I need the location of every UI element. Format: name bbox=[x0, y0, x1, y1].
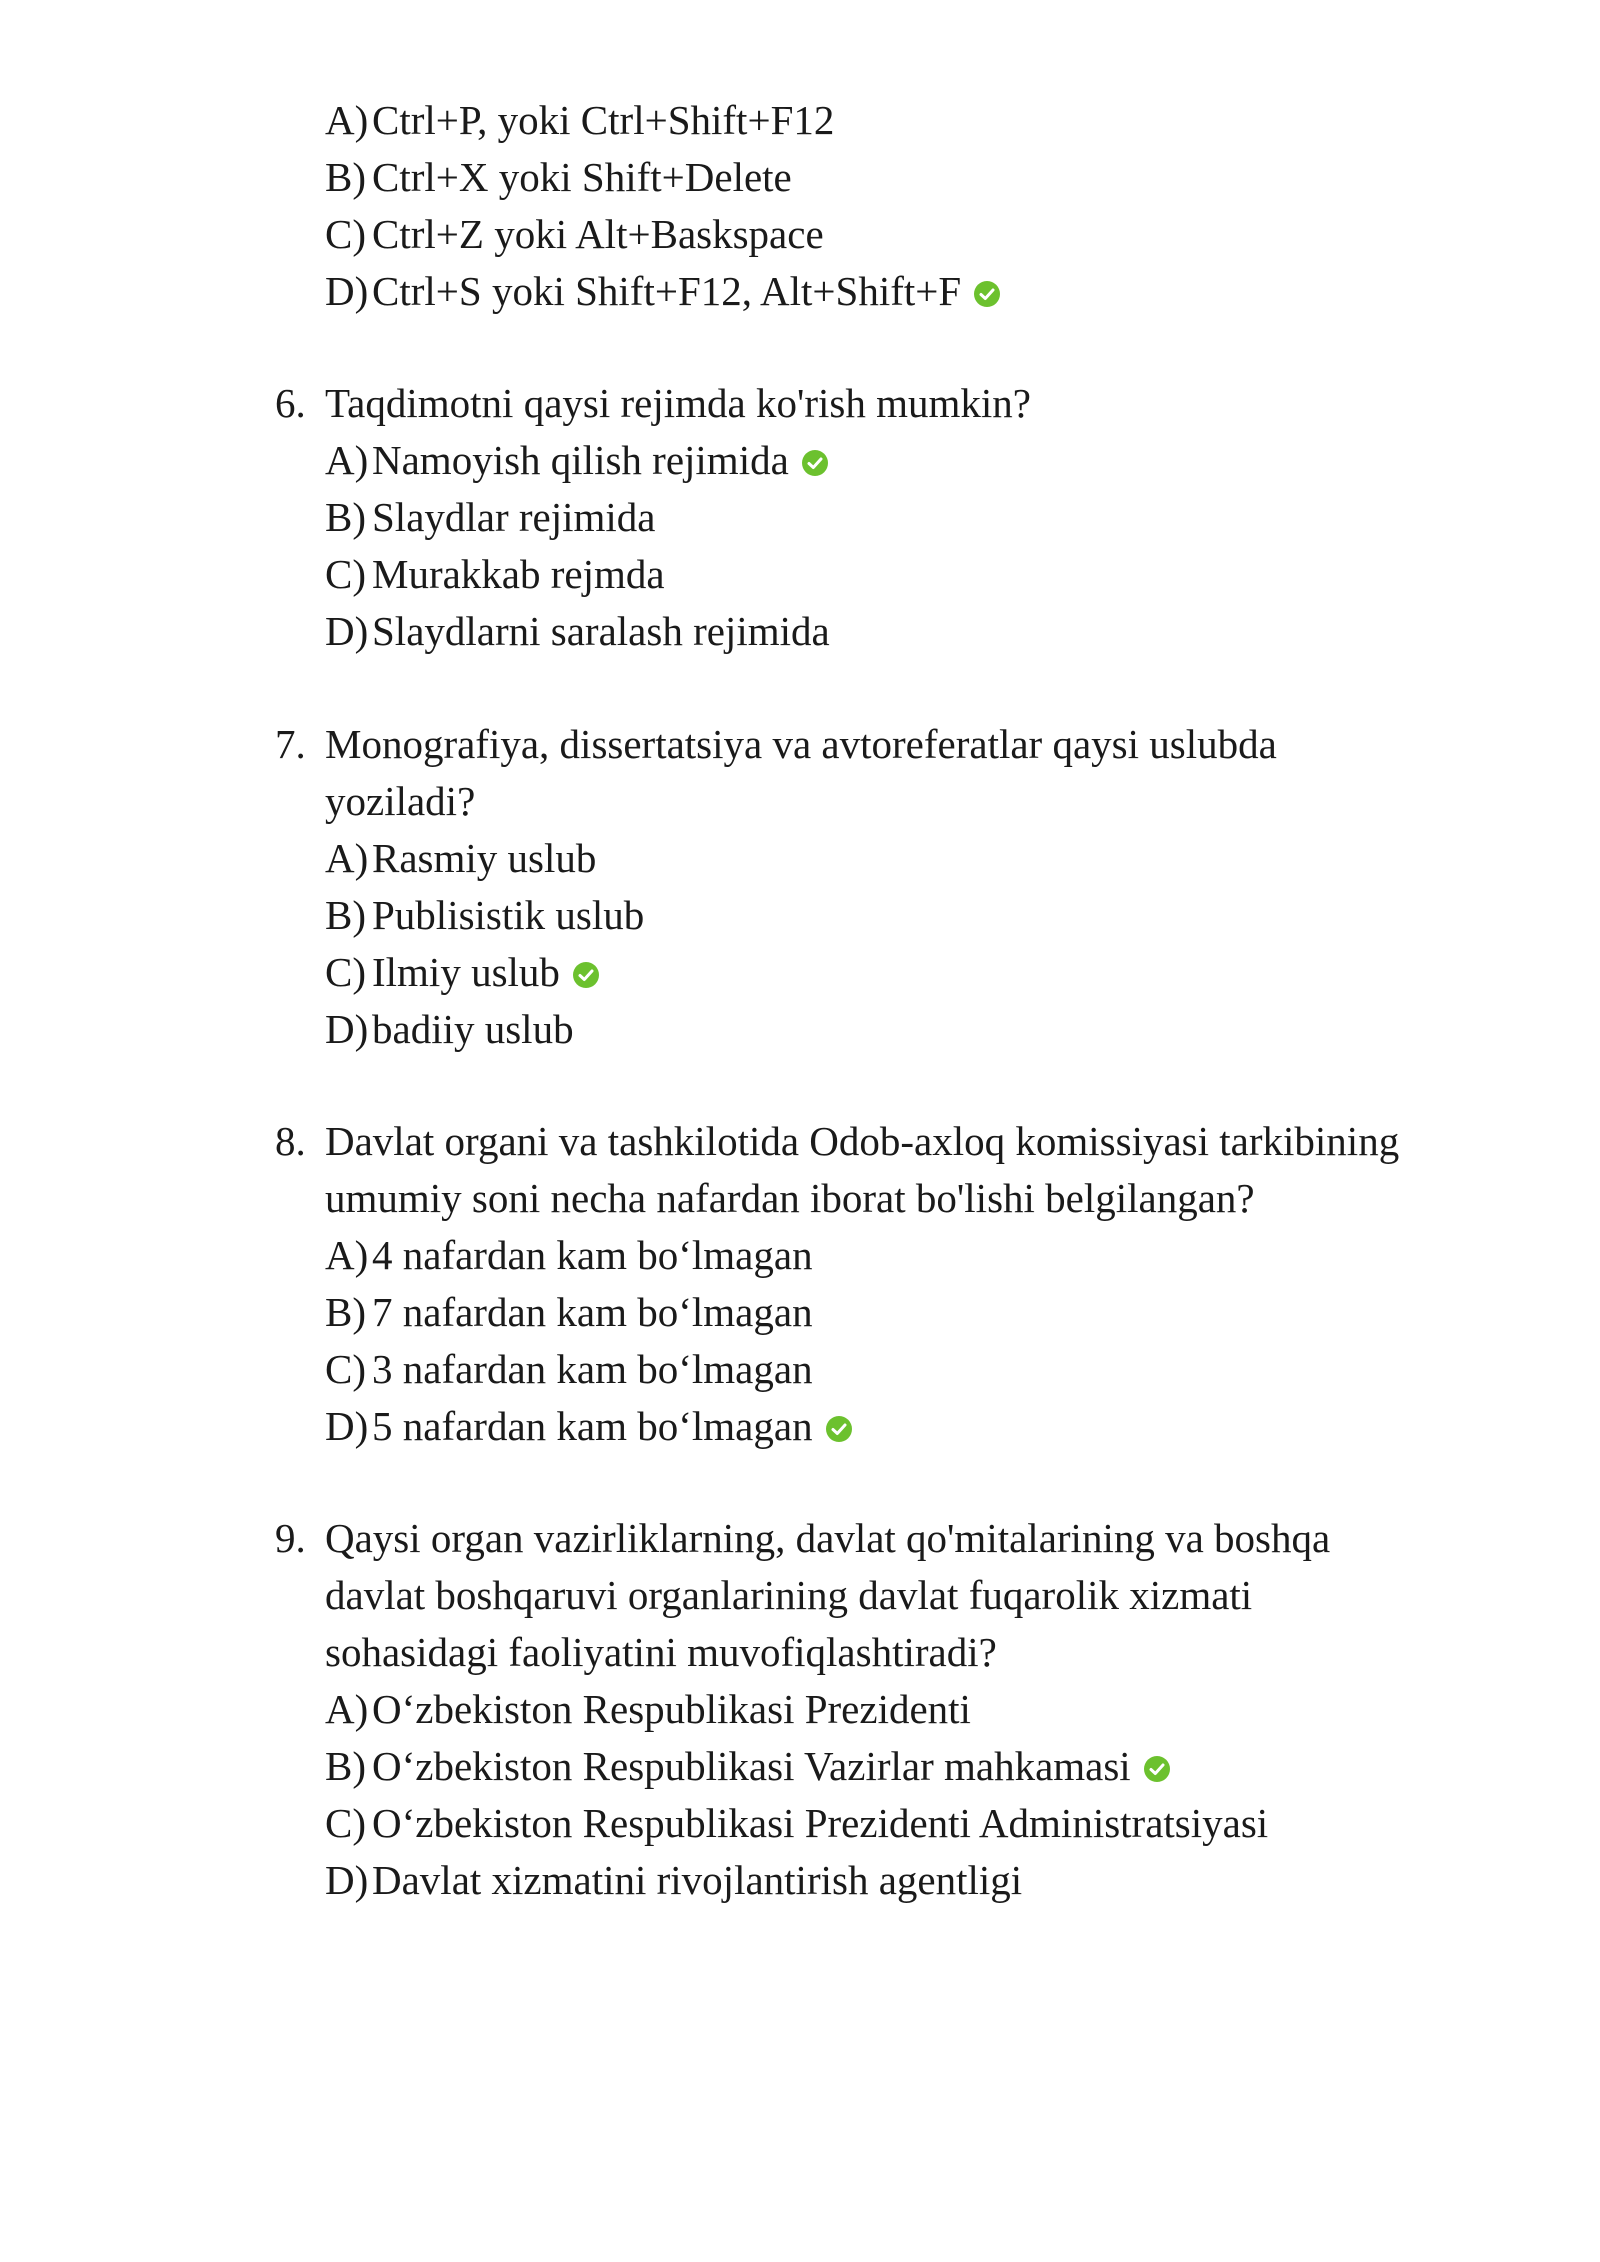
option-letter: B) bbox=[325, 892, 366, 938]
check-circle-icon bbox=[572, 961, 600, 989]
question-text: Taqdimotni qaysi rejimda ko'rish mumkin? bbox=[325, 380, 1031, 426]
question-text-line bbox=[275, 1624, 1475, 1681]
option-line bbox=[275, 1227, 1475, 1284]
option-text: Publisistik uslub bbox=[372, 892, 645, 938]
question-text-line bbox=[275, 375, 1475, 432]
option-text: Rasmiy uslub bbox=[372, 835, 597, 881]
question-block-8 bbox=[275, 1113, 1475, 1455]
option-text: Namoyish qilish rejimida bbox=[372, 437, 789, 483]
question-block-6 bbox=[275, 375, 1475, 660]
option-letter: D) bbox=[325, 608, 369, 654]
option-line bbox=[275, 1341, 1475, 1398]
question-text: Davlat organi va tashkilotida Odob-axloq komissiyasi tarkibining bbox=[325, 1118, 1400, 1164]
option-letter: C) bbox=[325, 1800, 366, 1846]
question-text-line bbox=[275, 1170, 1475, 1227]
option-letter: A) bbox=[325, 437, 369, 483]
option-text: Slaydlarni saralash rejimida bbox=[372, 608, 830, 654]
option-letter: C) bbox=[325, 551, 366, 597]
option-text: 4 nafardan kam bo‘lmagan bbox=[372, 1232, 813, 1278]
option-text: Ctrl+P, yoki Ctrl+Shift+F12 bbox=[372, 97, 835, 143]
question-number: 7. bbox=[275, 721, 306, 767]
option-text: Slaydlar rejimida bbox=[372, 494, 656, 540]
option-line bbox=[275, 1738, 1475, 1795]
question-text-line bbox=[275, 716, 1475, 773]
question-block-5 bbox=[275, 92, 1475, 320]
option-text: Davlat xizmatini rivojlantirish agentligi bbox=[372, 1857, 1023, 1903]
option-line bbox=[275, 546, 1475, 603]
option-text: 5 nafardan kam bo‘lmagan bbox=[372, 1403, 813, 1449]
option-text: Ctrl+X yoki Shift+Delete bbox=[372, 154, 792, 200]
option-line bbox=[275, 149, 1475, 206]
option-text: O‘zbekiston Respublikasi Prezidenti bbox=[372, 1686, 971, 1732]
check-circle-icon bbox=[1143, 1755, 1171, 1783]
option-text: Murakkab rejmda bbox=[372, 551, 665, 597]
option-text: 7 nafardan kam bo‘lmagan bbox=[372, 1289, 813, 1335]
option-letter: A) bbox=[325, 1232, 369, 1278]
option-line bbox=[275, 206, 1475, 263]
option-line bbox=[275, 1398, 1475, 1455]
option-text: O‘zbekiston Respublikasi Prezidenti Administratsiyasi bbox=[372, 1800, 1269, 1846]
option-line bbox=[275, 944, 1475, 1001]
question-text: Monografiya, dissertatsiya va avtoreferatlar qaysi uslubda bbox=[325, 721, 1277, 767]
question-text: yoziladi? bbox=[325, 778, 476, 824]
option-letter: D) bbox=[325, 1857, 369, 1903]
question-block-7 bbox=[275, 716, 1475, 1058]
option-letter: C) bbox=[325, 211, 366, 257]
option-letter: D) bbox=[325, 1403, 369, 1449]
option-line bbox=[275, 489, 1475, 546]
question-text: davlat boshqaruvi organlarining davlat fuqarolik xizmati bbox=[325, 1572, 1253, 1618]
option-letter: B) bbox=[325, 1743, 366, 1789]
question-number: 8. bbox=[275, 1118, 306, 1164]
option-line bbox=[275, 1001, 1475, 1058]
check-circle-icon bbox=[973, 280, 1001, 308]
option-letter: A) bbox=[325, 835, 369, 881]
option-line bbox=[275, 603, 1475, 660]
question-text: sohasidagi faoliyatini muvofiqlashtiradi? bbox=[325, 1629, 997, 1675]
question-text-line bbox=[275, 1113, 1475, 1170]
question-number: 6. bbox=[275, 380, 306, 426]
option-letter: D) bbox=[325, 1006, 369, 1052]
option-letter: B) bbox=[325, 494, 366, 540]
question-text-line bbox=[275, 1510, 1475, 1567]
option-line bbox=[275, 432, 1475, 489]
question-text: Qaysi organ vazirliklarning, davlat qo'mitalarining va boshqa bbox=[325, 1515, 1331, 1561]
option-text: badiiy uslub bbox=[372, 1006, 574, 1052]
option-line bbox=[275, 887, 1475, 944]
option-letter: B) bbox=[325, 154, 366, 200]
option-text: O‘zbekiston Respublikasi Vazirlar mahkamasi bbox=[372, 1743, 1131, 1789]
check-circle-icon bbox=[801, 449, 829, 477]
option-text: 3 nafardan kam bo‘lmagan bbox=[372, 1346, 813, 1392]
option-line bbox=[275, 1795, 1475, 1852]
question-text-line bbox=[275, 1567, 1475, 1624]
option-line bbox=[275, 263, 1475, 320]
option-letter: C) bbox=[325, 949, 366, 995]
option-letter: A) bbox=[325, 1686, 369, 1732]
option-letter: B) bbox=[325, 1289, 366, 1335]
option-line bbox=[275, 1852, 1475, 1909]
option-text: Ctrl+S yoki Shift+F12, Alt+Shift+F bbox=[372, 268, 962, 314]
option-text: Ctrl+Z yoki Alt+Baskspace bbox=[372, 211, 824, 257]
option-line bbox=[275, 830, 1475, 887]
check-circle-icon bbox=[825, 1415, 853, 1443]
option-line bbox=[275, 1681, 1475, 1738]
question-text-line bbox=[275, 773, 1475, 830]
option-letter: C) bbox=[325, 1346, 366, 1392]
option-line bbox=[275, 1284, 1475, 1341]
question-block-9 bbox=[275, 1510, 1475, 1909]
option-letter: A) bbox=[325, 97, 369, 143]
option-letter: D) bbox=[325, 268, 369, 314]
option-text: Ilmiy uslub bbox=[372, 949, 560, 995]
question-number: 9. bbox=[275, 1515, 306, 1561]
question-text: umumiy soni necha nafardan iborat bo'lishi belgilangan? bbox=[325, 1175, 1255, 1221]
option-line bbox=[275, 92, 1475, 149]
